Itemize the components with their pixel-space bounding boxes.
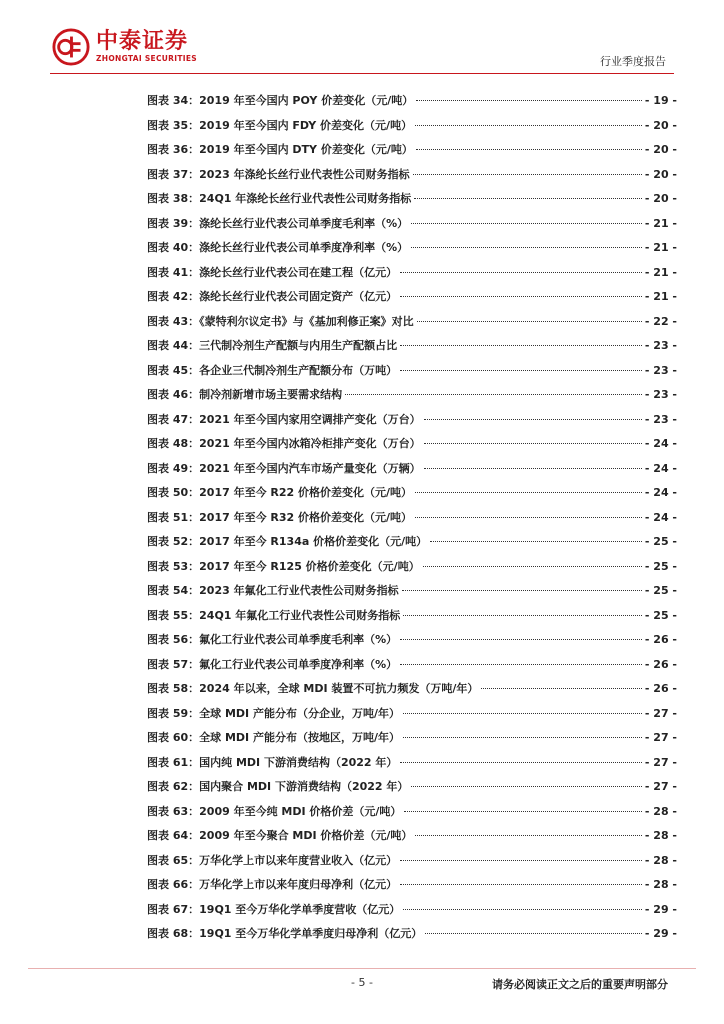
toc-dot-leader	[415, 835, 641, 836]
toc-dot-leader	[423, 566, 642, 567]
toc-entry-title: 图表 39：涤纶长丝行业代表公司单季度毛利率（%）	[147, 216, 409, 230]
report-type-label: 行业季度报告	[600, 55, 666, 68]
toc-entry-page: - 29 -	[644, 902, 677, 916]
toc-dot-leader	[400, 272, 642, 273]
toc-dot-leader	[403, 737, 642, 738]
toc-entry-title: 图表 62：国内聚合 MDI 下游消费结构（2022 年）	[147, 780, 409, 793]
toc-entry-title: 图表 53：2017 年至今 R125 价格价差变化（元/吨）	[147, 559, 420, 573]
toc-entry-page: - 25 -	[644, 608, 677, 622]
toc-entry[interactable]	[147, 337, 677, 362]
toc-entry-title: 图表 58：2024 年以来，全球 MDI 装置不可抗力频发（万吨/年）	[147, 682, 479, 695]
toc-entry[interactable]	[147, 754, 677, 779]
toc-entry[interactable]	[147, 558, 677, 583]
toc-entry[interactable]	[147, 484, 677, 509]
toc-entry-page: - 21 -	[644, 241, 677, 254]
toc-entry-page: - 20 -	[644, 143, 677, 156]
toc-entry-title: 图表 54：2023 年氟化工行业代表性公司财务指标	[147, 584, 399, 597]
toc-entry-title: 图表 40：涤纶长丝行业代表公司单季度净利率（%）	[147, 241, 409, 254]
toc-entry-title: 图表 44：三代制冷剂生产配额与内用生产配额占比	[147, 339, 398, 352]
toc-entry[interactable]	[147, 827, 677, 852]
toc-entry-title: 图表 64：2009 年至今聚合 MDI 价格价差（元/吨）	[147, 829, 413, 842]
toc-dot-leader	[416, 149, 642, 150]
toc-entry[interactable]	[147, 876, 677, 901]
toc-entry-title: 图表 55：24Q1 年氟化工行业代表性公司财务指标	[147, 608, 401, 622]
toc-entry[interactable]	[147, 92, 677, 117]
toc-entry-title: 图表 67：19Q1 至今万华化学单季度营收（亿元）	[147, 902, 401, 916]
toc-entry[interactable]	[147, 215, 677, 240]
toc-entry-title: 图表 49：2021 年至今国内汽车市场产量变化（万辆）	[147, 461, 421, 475]
toc-entry[interactable]	[147, 778, 677, 803]
toc-entry-page: - 26 -	[644, 633, 677, 646]
toc-dot-leader	[411, 786, 641, 787]
toc-entry-page: - 25 -	[644, 584, 677, 597]
toc-entry-title: 图表 68：19Q1 至今万华化学单季度归母净利（亿元）	[147, 927, 423, 940]
zhongtai-logo-icon	[52, 28, 90, 66]
toc-entry-title: 图表 66：万华化学上市以来年度归母净利（亿元）	[147, 878, 398, 891]
toc-dot-leader	[424, 443, 642, 444]
toc-entry[interactable]	[147, 288, 677, 313]
toc-dot-leader	[415, 492, 642, 493]
toc-dot-leader	[417, 321, 642, 322]
figure-index-list	[147, 92, 677, 950]
toc-entry-title: 图表 47：2021 年至今国内家用空调排产变化（万台）	[147, 412, 421, 426]
toc-entry-page: - 28 -	[644, 853, 677, 867]
company-logo	[52, 28, 197, 66]
toc-entry-title: 图表 38：24Q1 年涤纶长丝行业代表性公司财务指标	[147, 192, 412, 205]
toc-entry-page: - 27 -	[644, 780, 677, 793]
toc-entry-title: 图表 65：万华化学上市以来年度营业收入（亿元）	[147, 853, 398, 867]
toc-dot-leader	[413, 174, 642, 175]
toc-entry[interactable]	[147, 141, 677, 166]
toc-entry-title: 图表 37：2023 年涤纶长丝行业代表性公司财务指标	[147, 167, 410, 181]
toc-entry-page: - 21 -	[644, 290, 677, 303]
toc-entry[interactable]	[147, 901, 677, 926]
toc-entry-title: 图表 56：氟化工行业代表公司单季度毛利率（%）	[147, 633, 398, 646]
toc-entry[interactable]	[147, 925, 677, 950]
toc-dot-leader	[400, 884, 642, 885]
toc-entry-page: - 26 -	[644, 682, 677, 695]
toc-dot-leader	[400, 296, 642, 297]
footer-divider	[28, 968, 696, 969]
toc-entry-title: 图表 63：2009 年至今纯 MDI 价格价差（元/吨）	[147, 804, 402, 818]
toc-entry-title: 图表 34：2019 年至今国内 POY 价差变化（元/吨）	[147, 94, 414, 107]
toc-entry-page: - 24 -	[644, 437, 677, 450]
toc-entry[interactable]	[147, 435, 677, 460]
toc-entry-page: - 20 -	[644, 118, 677, 132]
toc-entry-title: 图表 48：2021 年至今国内冰箱冷柜排产变化（万台）	[147, 437, 421, 450]
toc-entry[interactable]	[147, 386, 677, 411]
toc-dot-leader	[400, 860, 642, 861]
toc-entry[interactable]	[147, 362, 677, 387]
toc-dot-leader	[411, 247, 642, 248]
toc-entry[interactable]	[147, 411, 677, 436]
toc-dot-leader	[400, 639, 642, 640]
toc-entry-page: - 21 -	[644, 265, 677, 279]
toc-dot-leader	[400, 664, 642, 665]
toc-dot-leader	[345, 394, 642, 395]
toc-dot-leader	[425, 933, 642, 934]
toc-entry-page: - 21 -	[644, 216, 677, 230]
toc-dot-leader	[430, 541, 642, 542]
toc-entry[interactable]	[147, 313, 677, 338]
toc-dot-leader	[424, 468, 642, 469]
toc-entry-title: 图表 45：各企业三代制冷剂生产配额分布（万吨）	[147, 363, 398, 377]
toc-entry-page: - 20 -	[644, 192, 677, 205]
toc-entry[interactable]	[147, 239, 677, 264]
toc-dot-leader	[414, 198, 642, 199]
disclaimer-text: 请务必阅读正文之后的重要声明部分	[492, 978, 668, 991]
toc-dot-leader	[424, 419, 642, 420]
toc-entry-title: 图表 36：2019 年至今国内 DTY 价差变化（元/吨）	[147, 143, 413, 156]
toc-dot-leader	[416, 100, 642, 101]
toc-entry[interactable]	[147, 852, 677, 877]
toc-entry-title: 图表 61：国内纯 MDI 下游消费结构（2022 年）	[147, 755, 398, 769]
toc-dot-leader	[415, 125, 642, 126]
toc-entry-page: - 25 -	[644, 559, 677, 573]
toc-entry[interactable]	[147, 631, 677, 656]
toc-entry[interactable]	[147, 656, 677, 681]
toc-entry-title: 图表 60：全球 MDI 产能分布（按地区，万吨/年）	[147, 731, 400, 744]
toc-entry[interactable]	[147, 729, 677, 754]
toc-entry[interactable]	[147, 680, 677, 705]
toc-entry-title: 图表 59：全球 MDI 产能分布（分企业，万吨/年）	[147, 706, 400, 720]
toc-dot-leader	[481, 688, 641, 689]
toc-entry-page: - 24 -	[644, 486, 677, 499]
toc-entry[interactable]	[147, 705, 677, 730]
toc-entry-page: - 28 -	[644, 878, 677, 891]
toc-entry-page: - 23 -	[644, 388, 677, 401]
toc-entry-page: - 23 -	[644, 412, 677, 426]
toc-entry-page: - 29 -	[644, 927, 677, 940]
toc-entry-page: - 20 -	[644, 167, 677, 181]
toc-dot-leader	[411, 223, 642, 224]
toc-entry-page: - 24 -	[644, 461, 677, 475]
toc-entry[interactable]	[147, 117, 677, 142]
toc-entry[interactable]	[147, 264, 677, 289]
toc-dot-leader	[400, 370, 642, 371]
toc-entry-title: 图表 41：涤纶长丝行业代表公司在建工程（亿元）	[147, 265, 398, 279]
toc-entry-title: 图表 57：氟化工行业代表公司单季度净利率（%）	[147, 657, 398, 671]
toc-entry[interactable]	[147, 607, 677, 632]
toc-entry[interactable]	[147, 190, 677, 215]
toc-entry-page: - 22 -	[644, 314, 677, 328]
toc-entry-page: - 27 -	[644, 755, 677, 769]
toc-entry-title: 图表 50：2017 年至今 R22 价格价差变化（元/吨）	[147, 486, 413, 499]
toc-entry[interactable]	[147, 533, 677, 558]
toc-entry-title: 图表 42：涤纶长丝行业代表公司固定资产（亿元）	[147, 290, 398, 303]
toc-entry[interactable]	[147, 803, 677, 828]
toc-entry-page: - 27 -	[644, 731, 677, 744]
toc-dot-leader	[402, 590, 642, 591]
toc-dot-leader	[400, 345, 642, 346]
toc-entry-page: - 28 -	[644, 829, 677, 842]
toc-entry-page: - 19 -	[644, 94, 677, 107]
header-divider	[50, 73, 674, 74]
toc-entry-page: - 28 -	[644, 804, 677, 818]
toc-entry-title: 图表 35：2019 年至今国内 FDY 价差变化（元/吨）	[147, 118, 413, 132]
toc-entry-page: - 27 -	[644, 706, 677, 720]
toc-entry-title: 图表 51：2017 年至今 R32 价格价差变化（元/吨）	[147, 510, 413, 524]
toc-dot-leader	[415, 517, 642, 518]
toc-entry-page: - 26 -	[644, 657, 677, 671]
toc-dot-leader	[404, 811, 641, 812]
toc-entry-page: - 23 -	[644, 339, 677, 352]
brand-name-en: ZHONGTAI SECURITIES	[96, 54, 197, 63]
toc-entry-title: 图表 43：《蒙特利尔议定书》与《基加利修正案》对比	[147, 314, 414, 328]
toc-entry[interactable]	[147, 460, 677, 485]
toc-entry-title: 图表 46：制冷剂新增市场主要需求结构	[147, 388, 343, 401]
toc-entry-page: - 24 -	[644, 510, 677, 524]
toc-entry-page: - 23 -	[644, 363, 677, 377]
toc-dot-leader	[403, 615, 642, 616]
toc-entry[interactable]	[147, 582, 677, 607]
toc-entry[interactable]	[147, 509, 677, 534]
toc-dot-leader	[403, 909, 642, 910]
toc-dot-leader	[403, 713, 642, 714]
page-number: - 5 -	[351, 976, 373, 989]
toc-dot-leader	[400, 762, 641, 763]
brand-name-cn: 中泰证券	[96, 29, 189, 54]
toc-entry[interactable]	[147, 166, 677, 191]
toc-entry-title: 图表 52：2017 年至今 R134a 价格价差变化（元/吨）	[147, 535, 428, 548]
toc-entry-page: - 25 -	[644, 535, 677, 548]
